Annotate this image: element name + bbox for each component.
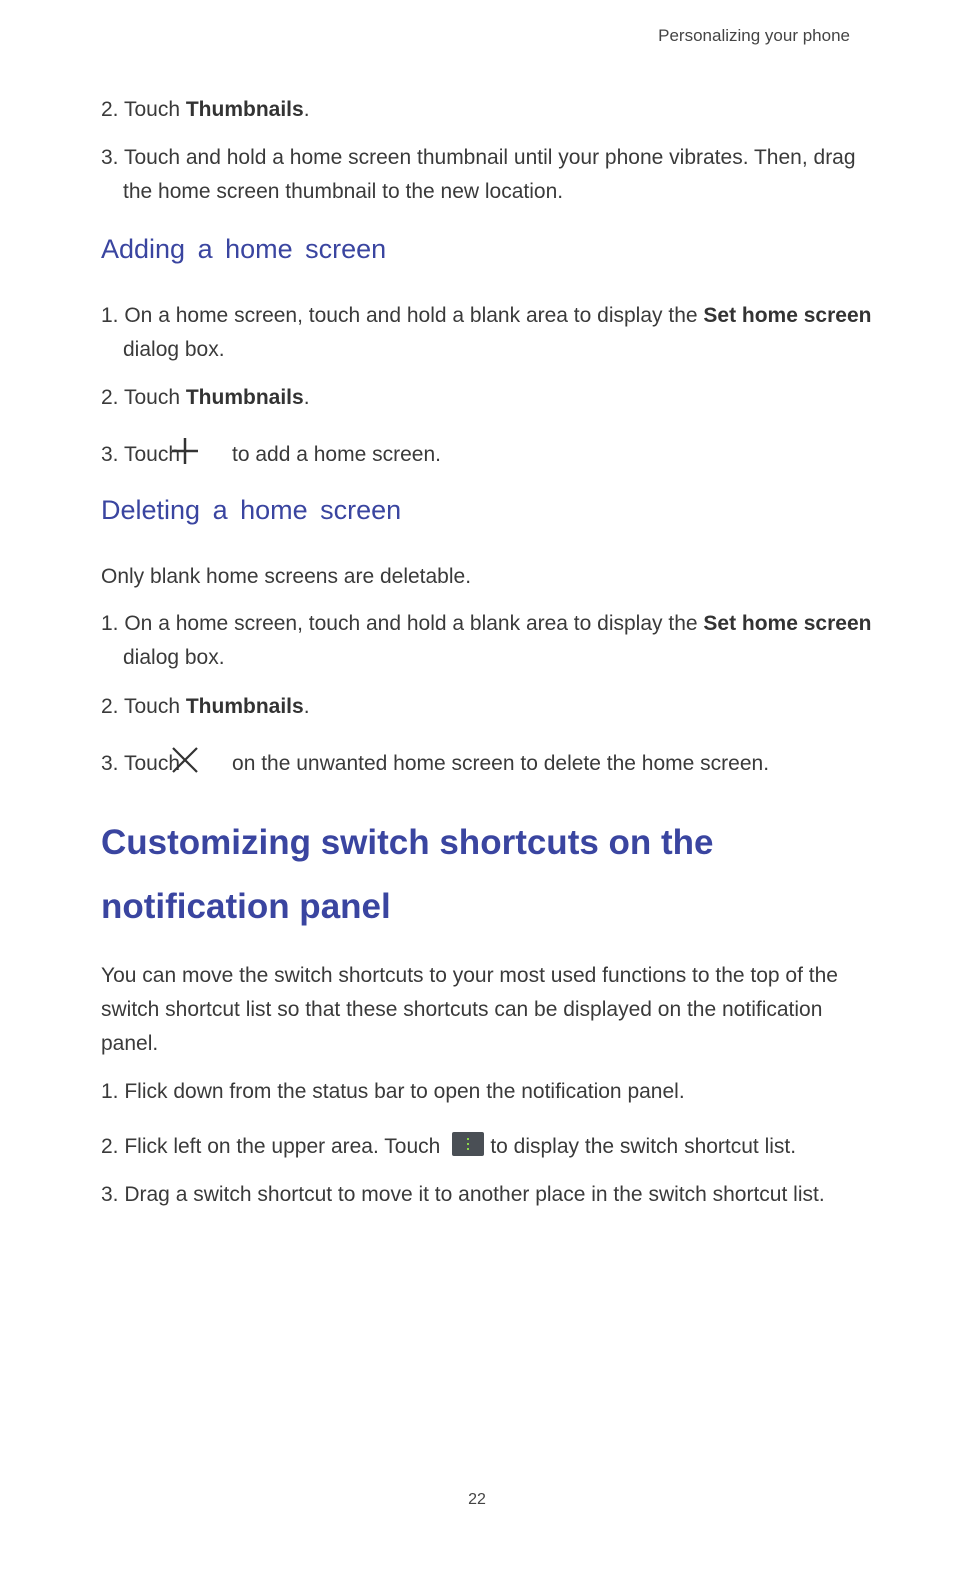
- deleting-home-screen-heading: Deleting a home screen: [101, 495, 402, 525]
- step-text: 3. Touch: [101, 752, 181, 775]
- step-text: 3. Touch: [101, 443, 181, 466]
- close-x-icon: [192, 745, 222, 775]
- step-text: to display the switch shortcut list.: [490, 1135, 797, 1158]
- step-bold-term: Set home screen: [703, 304, 872, 327]
- customizing-intro: You can move the switch shortcuts to your most used functions to the top of the switch shortcut list so that these shortcuts can be displayed on the notification panel.: [101, 964, 838, 1055]
- step-text: .: [303, 695, 310, 718]
- customizing-step-3: 3. Drag a switch shortcut to move it to another place in the switch shortcut list.: [101, 1183, 825, 1206]
- step-text: dialog box.: [123, 646, 225, 669]
- intro-step-2: [101, 93, 873, 127]
- menu-dots-icon: [452, 1132, 484, 1156]
- adding-step-1: [101, 299, 873, 367]
- customizing-step-2: [101, 1130, 873, 1164]
- step-text: .: [303, 386, 310, 409]
- step-bold-term: Set home screen: [703, 612, 872, 635]
- page-header: Personalizing your phone: [658, 26, 850, 45]
- step-text: 2. Touch: [101, 386, 186, 409]
- adding-step-3: [101, 436, 873, 472]
- adding-home-screen-heading: Adding a home screen: [101, 234, 387, 264]
- step-text: 2. Touch: [101, 695, 186, 718]
- step-text: 2. Touch: [101, 98, 186, 121]
- deleting-step-1: [101, 607, 873, 675]
- step-text: dialog box.: [123, 338, 225, 361]
- customizing-switch-shortcuts-heading: Customizing switch shortcuts on the notification panel: [101, 823, 714, 926]
- step-text: to add a home screen.: [232, 443, 441, 466]
- deleting-note: Only blank home screens are deletable.: [101, 565, 472, 588]
- step-bold-term: Thumbnails: [185, 386, 304, 409]
- adding-step-2: [101, 381, 873, 415]
- step-text: 1. On a home screen, touch and hold a blank area to display the: [101, 612, 704, 635]
- step-bold-term: Thumbnails: [185, 695, 304, 718]
- step-text: 2. Flick left on the upper area. Touch: [101, 1135, 441, 1158]
- page-number: 22: [468, 1491, 486, 1508]
- intro-step-3: 3. Touch and hold a home screen thumbnail until your phone vibrates. Then, drag the home screen thumbnail to the new location.: [101, 146, 856, 203]
- plus-icon: [192, 436, 222, 466]
- step-text: .: [303, 98, 310, 121]
- customizing-step-1: 1. Flick down from the status bar to open the notification panel.: [101, 1080, 685, 1103]
- step-text: on the unwanted home screen to delete the home screen.: [232, 752, 770, 775]
- step-bold-term: Thumbnails: [185, 98, 304, 121]
- deleting-step-3: [101, 745, 873, 781]
- deleting-step-2: [101, 690, 873, 724]
- step-text: 1. On a home screen, touch and hold a blank area to display the: [101, 304, 704, 327]
